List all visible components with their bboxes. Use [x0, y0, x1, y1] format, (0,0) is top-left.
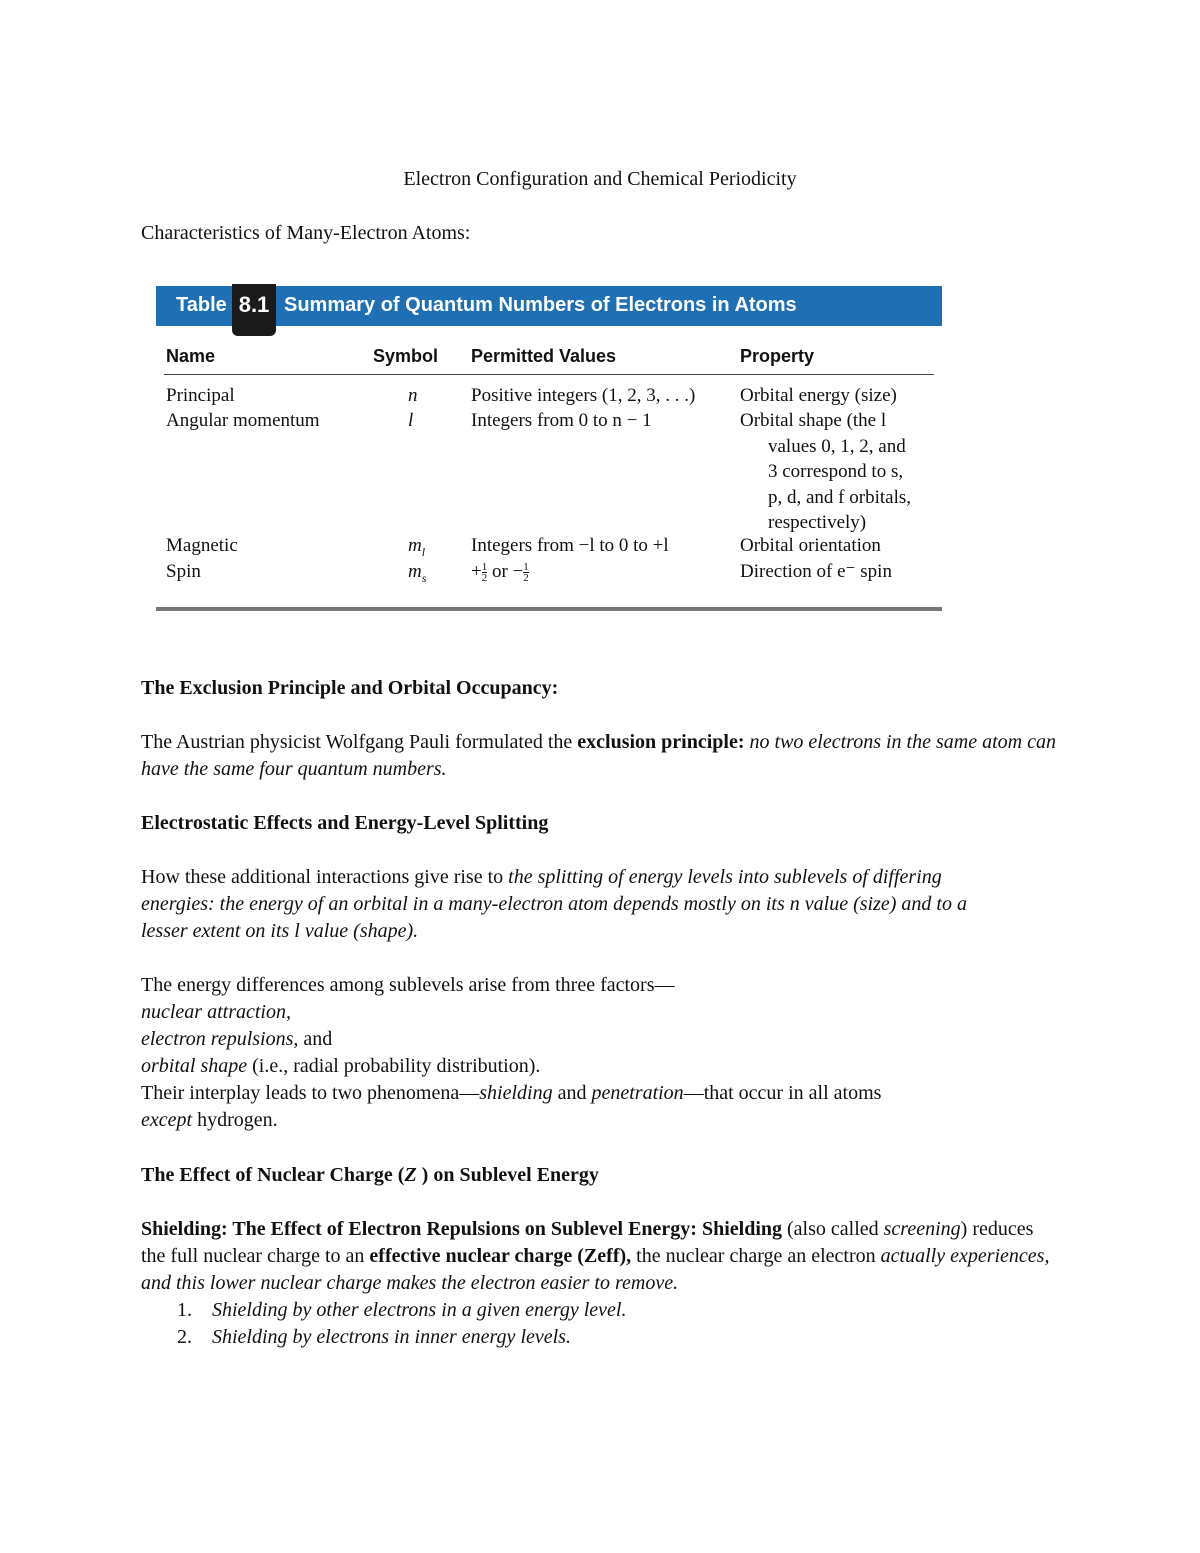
table-number-tab: 8.1 — [232, 284, 276, 336]
table-word: Table — [176, 294, 227, 316]
row-angular-symbol: l — [408, 410, 414, 431]
section-exclusion — [141, 675, 1061, 783]
table-body — [156, 375, 942, 607]
row-principal-symbol: n — [408, 385, 418, 406]
section-heading: The Exclusion Principle and Orbital Occupancy: — [141, 677, 559, 699]
property-line: values 0, 1, 2, and — [768, 435, 906, 457]
row-magnetic-values: Integers from −l to 0 to +l — [471, 535, 669, 556]
section-nuclear-charge — [141, 1162, 1061, 1351]
header-symbol: Symbol — [373, 346, 439, 366]
fraction-half: $\frac{1}{2}$ — [481, 561, 488, 585]
row-principal-name: Principal — [166, 385, 235, 406]
section-heading: The Effect of Nuclear Charge (Z ) on Sublevel Energy — [141, 1164, 599, 1186]
row-spin-symbol: $m_s$ — [408, 561, 427, 585]
paragraph: How these additional interactions give rise to the splitting of energy levels into sublevels of differing energies: the energy of an orbital in a many-electron atom depends mostly on its n value (size) and to a lesser extent on its l value (shape). — [141, 866, 967, 942]
property-line: 3 correspond to s, — [768, 461, 904, 482]
property-line: p, d, and f orbitals, — [768, 486, 912, 508]
row-principal-property: Orbital energy (size) — [740, 385, 897, 406]
header-name: Name — [166, 346, 216, 366]
paragraph: The energy differences among sublevels arise from three factors— nuclear attraction, electron repulsions, and orbital shape (i.e., radial probability distribution). Their interplay leads to two phenomena—shielding and penetration—that occur in all atoms except hydrogen. — [141, 974, 882, 1131]
table-header-row — [164, 326, 934, 375]
row-principal-values: Positive integers (1, 2, 3, . . .) — [471, 385, 696, 406]
fraction-half: $\frac{1}{2}$ — [523, 561, 529, 585]
header-values: Permitted Values — [471, 346, 617, 366]
document-title: Electron Configuration and Chemical Periodicity — [403, 168, 797, 190]
header-property: Property — [740, 346, 815, 366]
quantum-numbers-table — [156, 286, 942, 611]
section-heading: Electrostatic Effects and Energy-Level Splitting — [141, 812, 549, 834]
section-label: Characteristics of Many-Electron Atoms: — [141, 222, 471, 244]
property-line: Orbital shape (the l — [740, 410, 887, 431]
section-electrostatic — [141, 810, 1061, 1134]
property-line: respectively) — [768, 512, 867, 533]
row-spin-property: Direction of e⁻ spin — [740, 561, 892, 582]
row-angular-property — [740, 408, 940, 536]
row-magnetic-name: Magnetic — [166, 535, 238, 556]
table-caption: Summary of Quantum Numbers of Electrons in Atoms — [284, 294, 797, 316]
list-item: 1. Shielding by other electrons in a given energy level. — [177, 1299, 627, 1321]
shielding-list — [141, 1297, 1061, 1351]
paragraph: The Austrian physicist Wolfgang Pauli formulated the exclusion principle: no two electrons in the same atom can have the same four quantum numbers. — [141, 731, 1056, 780]
table-title-bar — [156, 286, 942, 326]
row-angular-values: Integers from 0 to n − 1 — [471, 410, 652, 431]
row-angular-name: Angular momentum — [166, 410, 320, 431]
table-bottom-rule — [156, 607, 942, 611]
row-spin-name: Spin — [166, 561, 201, 582]
row-spin-values: + $\frac{1}{2}$ or − $\frac{1}{2}$ — [471, 561, 529, 585]
row-magnetic-property: Orbital orientation — [740, 535, 881, 556]
row-magnetic-symbol: $m_l$ — [408, 535, 426, 559]
paragraph: Shielding: The Effect of Electron Repulsions on Sublevel Energy: Shielding (also called screening) reduces the full nuclear charge to an effective nuclear charge (Zeff), the nuclear charge an electron actually experiences, and this lower nuclear charge makes the electron easier to remove. — [141, 1218, 1050, 1294]
list-item: 2. Shielding by electrons in inner energy levels. — [177, 1326, 571, 1348]
